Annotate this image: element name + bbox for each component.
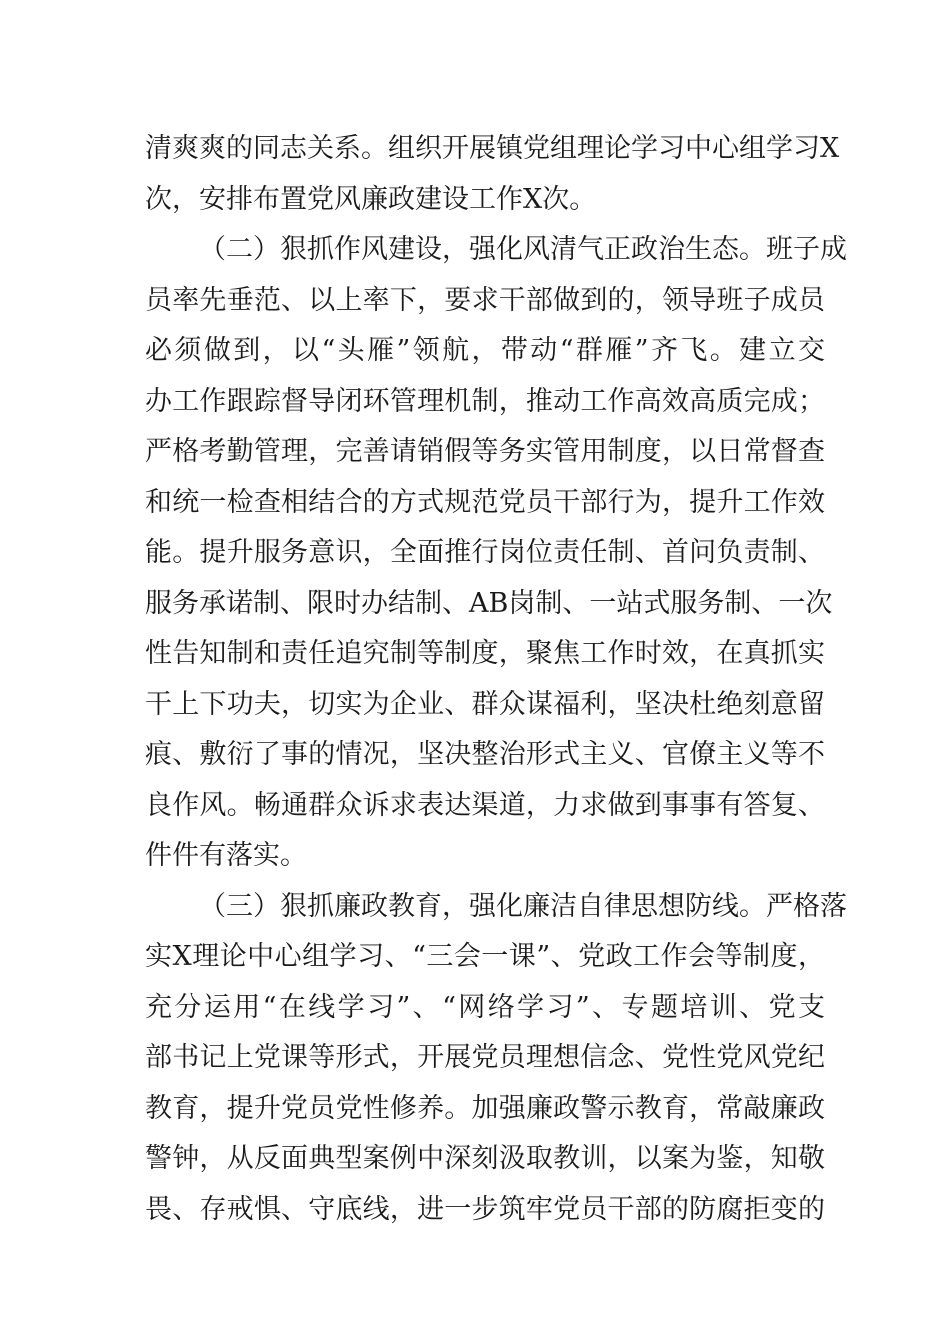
body-text — [145, 124, 847, 1235]
text-line: 痕、敷衍了事的情况，坚决整治形式主义、官僚主义等不 — [145, 739, 825, 770]
text-line: 严格考勤管理，完善请销假等务实管用制度，以日常督查 — [145, 436, 825, 467]
text-line: 教育，提升党员党性修养。加强廉政警示教育，常敲廉政 — [145, 1092, 825, 1124]
text-line: 干上下功夫，切实为企业、群众谋福利，坚决杜绝刻意留 — [145, 688, 825, 720]
text-line: 部书记上党课等形式，开展党员理想信念、党性党风党纪 — [145, 1042, 825, 1073]
text-line: 良作风。畅通群众诉求表达渠道，力求做到事事有答复、 — [145, 789, 825, 821]
text-line: 实X理论中心组学习、“三会一课”、党政工作会等制度， — [145, 941, 825, 972]
text-line: 充分运用“在线学习”、“网络学习”、专题培训、党支 — [145, 991, 825, 1023]
text-line: 和统一检查相结合的方式规范党员干部行为，提升工作效 — [145, 486, 825, 518]
text-line: 办工作跟踪督导闭环管理机制，推动工作高效高质完成； — [145, 385, 825, 417]
text-line: 畏、存戒惧、守底线，进一步筑牢党员干部的防腐拒变的 — [145, 1193, 825, 1225]
text-line: 能。提升服务意识，全面推行岗位责任制、首问负责制、 — [145, 537, 825, 568]
text-line: 次，安排布置党风廉政建设工作X次。 — [145, 183, 597, 215]
text-line: 件件有落实。 — [145, 840, 307, 871]
text-line: 服务承诺制、限时办结制、AB岗制、一站式服务制、一次 — [145, 587, 833, 619]
text-line: 员率先垂范、以上率下，要求干部做到的，领导班子成员 — [145, 284, 825, 316]
text-line: 必须做到，以“头雁”领航，带动“群雁”齐飞。建立交 — [145, 335, 825, 366]
text-line: 清爽爽的同志关系。组织开展镇党组理论学习中心组学习X — [145, 133, 840, 164]
text-line: 性告知制和责任追究制等制度，聚焦工作时效，在真抓实 — [145, 638, 825, 669]
paragraph-heading-line: （三）狠抓廉政教育，强化廉洁自律思想防线。严格落 — [199, 890, 847, 922]
paragraph-heading-line: （二）狠抓作风建设，强化风清气正政治生态。班子成 — [199, 234, 847, 265]
text-line: 警钟，从反面典型案例中深刻汲取教训，以案为鉴，知敬 — [145, 1143, 825, 1174]
